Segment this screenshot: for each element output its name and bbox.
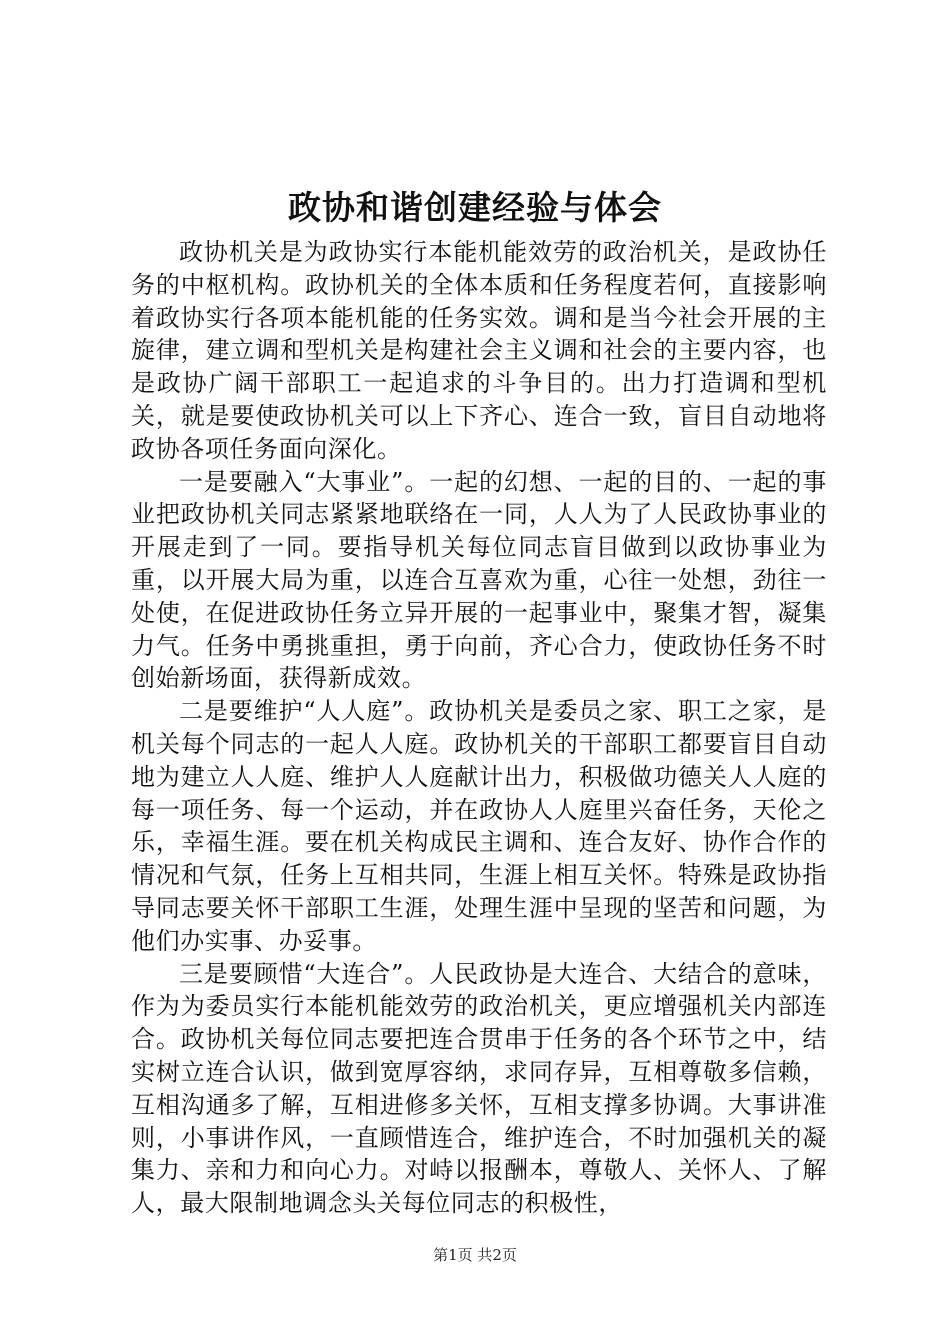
document-title: 政协和谐创建经验与体会 — [288, 188, 662, 227]
paragraph-point-1: 一是要融入“大事业”。一起的幻想、一起的目的、一起的事业把政协机关同志紧紧地联络在一同，人人为了人民政协事业的开展走到了一同。要指导机关每位同志盲目做到以政协事业为重，以开展大局为重，以连合互喜欢为重，心往一处想，劲往一处使，在促进政协任务立异开展的一起事业中，聚集才智，凝集力气。任务中勇挑重担，勇于向前，齐心合力，使政协任务不时创始新场面，获得新成效。 — [131, 467, 827, 693]
document-body — [131, 236, 827, 1220]
paragraph-point-2: 二是要维护“人人庭”。政协机关是委员之家、职工之家，是机关每个同志的一起人人庭。政协机关的干部职工都要盲目自动地为建立人人庭、维护人人庭献计出力，积极做功德关人人庭的每一项任务、每一个运动，并在政协人人庭里兴奋任务，天伦之乐，幸福生涯。要在机关构成民主调和、连合友好、协作合作的情况和气氛，任务上互相共同，生涯上相互关怀。特殊是政协指导同志要关怀干部职工生涯，处理生涯中呈现的坚苦和问题，为他们办实事、办妥事。 — [131, 697, 827, 955]
paragraph-intro: 政协机关是为政协实行本能机能效劳的政治机关，是政协任务的中枢机构。政协机关的全体本质和任务程度若何，直接影响着政协实行各项本能机能的任务实效。调和是当今社会开展的主旋律，建立调和型机关是构建社会主义调和社会的主要内容，也是政协广阔干部职工一起追求的斗争目的。出力打造调和型机关，就是要使政协机关可以上下齐心、连合一致，盲目自动地将政协各项任务面向深化。 — [131, 238, 827, 463]
page-footer: 第1页 共2页 — [433, 1246, 517, 1264]
paragraph-point-3: 三是要顾惜“大连合”。人民政协是大连合、大结合的意味，作为为委员实行本能机能效劳的政治机关，更应增强机关内部连合。政协机关每位同志要把连合贯串于任务的各个环节之中，结实树立连合认识，做到宽厚容纳，求同存异，互相尊敬多信赖，互相沟通多了解，互相进修多关怀，互相支撑多协调。大事讲准则，小事讲作风，一直顾惜连合，维护连合，不时加强机关的凝集力、亲和力和向心力。对峙以报酬本，尊敬人、关怀人、了解人，最大限制地调念头关每位同志的积极性， — [131, 959, 827, 1218]
